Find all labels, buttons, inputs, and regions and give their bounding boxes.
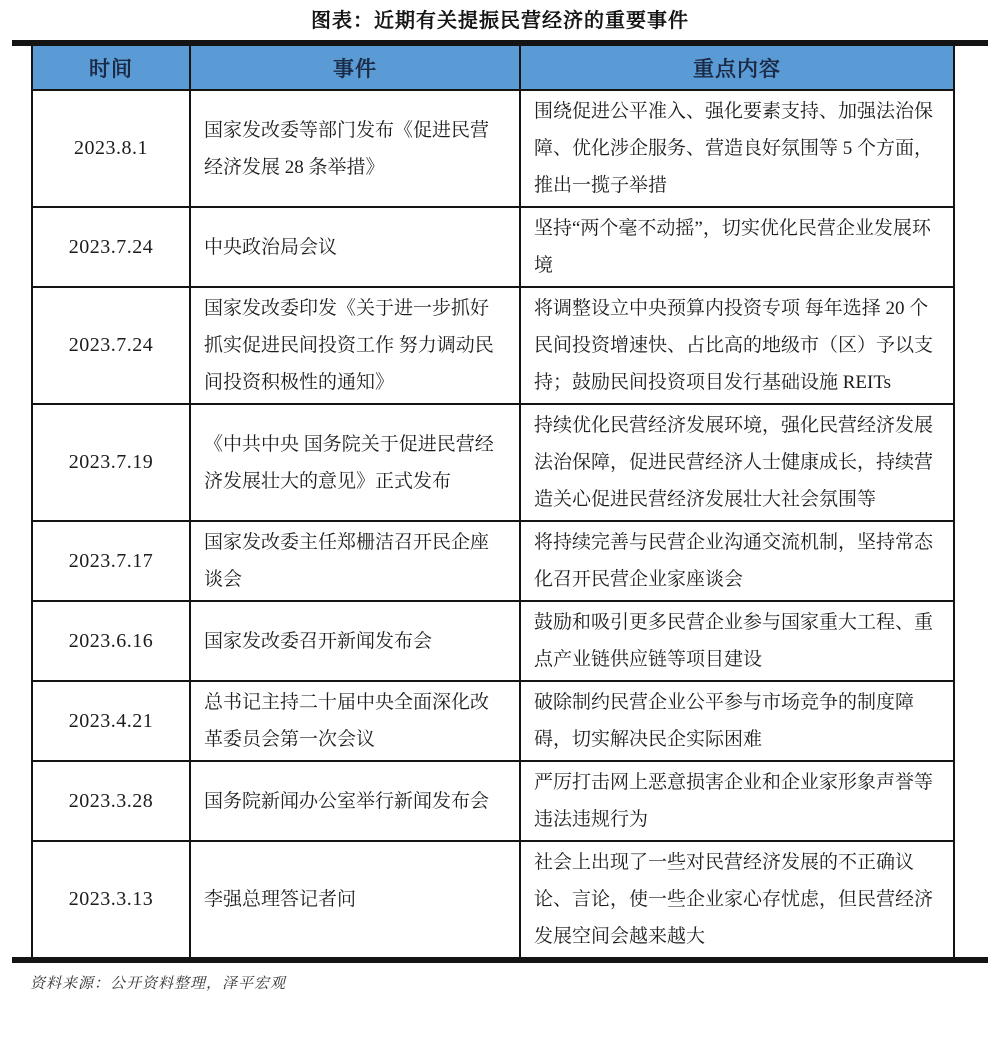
table-row bbox=[32, 287, 954, 404]
content-cell: 社会上出现了一些对民营经济发展的不正确议论、言论，使一些企业家心存忧虑，但民营经济发展空间会越来越大 bbox=[520, 841, 954, 957]
time-cell: 2023.7.19 bbox=[32, 404, 190, 521]
source-note: 资料来源：公开资料整理，泽平宏观 bbox=[30, 976, 287, 992]
time-cell: 2023.3.13 bbox=[32, 841, 190, 957]
table-row bbox=[32, 521, 954, 601]
time-cell: 2023.7.17 bbox=[32, 521, 190, 601]
header-time: 时间 bbox=[32, 46, 190, 90]
content-cell: 坚持“两个毫不动摇”，切实优化民营企业发展环境 bbox=[520, 207, 954, 287]
chart-title: 图表：近期有关提振民营经济的重要事件 bbox=[311, 10, 689, 32]
event-cell: 国家发改委召开新闻发布会 bbox=[190, 601, 520, 681]
content-cell: 持续优化民营经济发展环境，强化民营经济发展法治保障，促进民营经济人士健康成长，持续营造关心促进民营经济发展壮大社会氛围等 bbox=[520, 404, 954, 521]
table-header bbox=[32, 46, 954, 90]
table-row bbox=[32, 90, 954, 207]
table-row bbox=[32, 601, 954, 681]
header-content: 重点内容 bbox=[520, 46, 954, 90]
event-cell: 国家发改委印发《关于进一步抓好抓实促进民间投资工作 努力调动民间投资积极性的通知》 bbox=[190, 287, 520, 404]
time-cell: 2023.6.16 bbox=[32, 601, 190, 681]
table-row bbox=[32, 207, 954, 287]
content-cell: 围绕促进公平准入、强化要素支持、加强法治保障、优化涉企服务、营造良好氛围等 5 个方面，推出一揽子举措 bbox=[520, 90, 954, 207]
table-row bbox=[32, 761, 954, 841]
table-body bbox=[32, 90, 954, 957]
time-cell: 2023.4.21 bbox=[32, 681, 190, 761]
time-cell: 2023.3.28 bbox=[32, 761, 190, 841]
content-cell: 将调整设立中央预算内投资专项 每年选择 20 个民间投资增速快、占比高的地级市（区）予以支持；鼓励民间投资项目发行基础设施 REITs bbox=[520, 287, 954, 404]
table-row bbox=[32, 681, 954, 761]
header-row bbox=[32, 46, 954, 90]
event-cell: 国家发改委等部门发布《促进民营经济发展 28 条举措》 bbox=[190, 90, 520, 207]
events-table bbox=[31, 46, 955, 957]
bottom-rule bbox=[12, 957, 988, 963]
content-cell: 将持续完善与民营企业沟通交流机制，坚持常态化召开民营企业家座谈会 bbox=[520, 521, 954, 601]
table-row bbox=[32, 841, 954, 957]
table-row bbox=[32, 404, 954, 521]
time-cell: 2023.7.24 bbox=[32, 287, 190, 404]
event-cell: 《中共中央 国务院关于促进民营经济发展壮大的意见》正式发布 bbox=[190, 404, 520, 521]
event-cell: 国家发改委主任郑栅洁召开民企座谈会 bbox=[190, 521, 520, 601]
event-cell: 中央政治局会议 bbox=[190, 207, 520, 287]
time-cell: 2023.7.24 bbox=[32, 207, 190, 287]
content-cell: 鼓励和吸引更多民营企业参与国家重大工程、重点产业链供应链等项目建设 bbox=[520, 601, 954, 681]
event-cell: 国务院新闻办公室举行新闻发布会 bbox=[190, 761, 520, 841]
event-cell: 李强总理答记者问 bbox=[190, 841, 520, 957]
event-cell: 总书记主持二十届中央全面深化改革委员会第一次会议 bbox=[190, 681, 520, 761]
content-cell: 破除制约民营企业公平参与市场竞争的制度障碍，切实解决民企实际困难 bbox=[520, 681, 954, 761]
content-cell: 严厉打击网上恶意损害企业和企业家形象声誉等违法违规行为 bbox=[520, 761, 954, 841]
header-event: 事件 bbox=[190, 46, 520, 90]
time-cell: 2023.8.1 bbox=[32, 90, 190, 207]
